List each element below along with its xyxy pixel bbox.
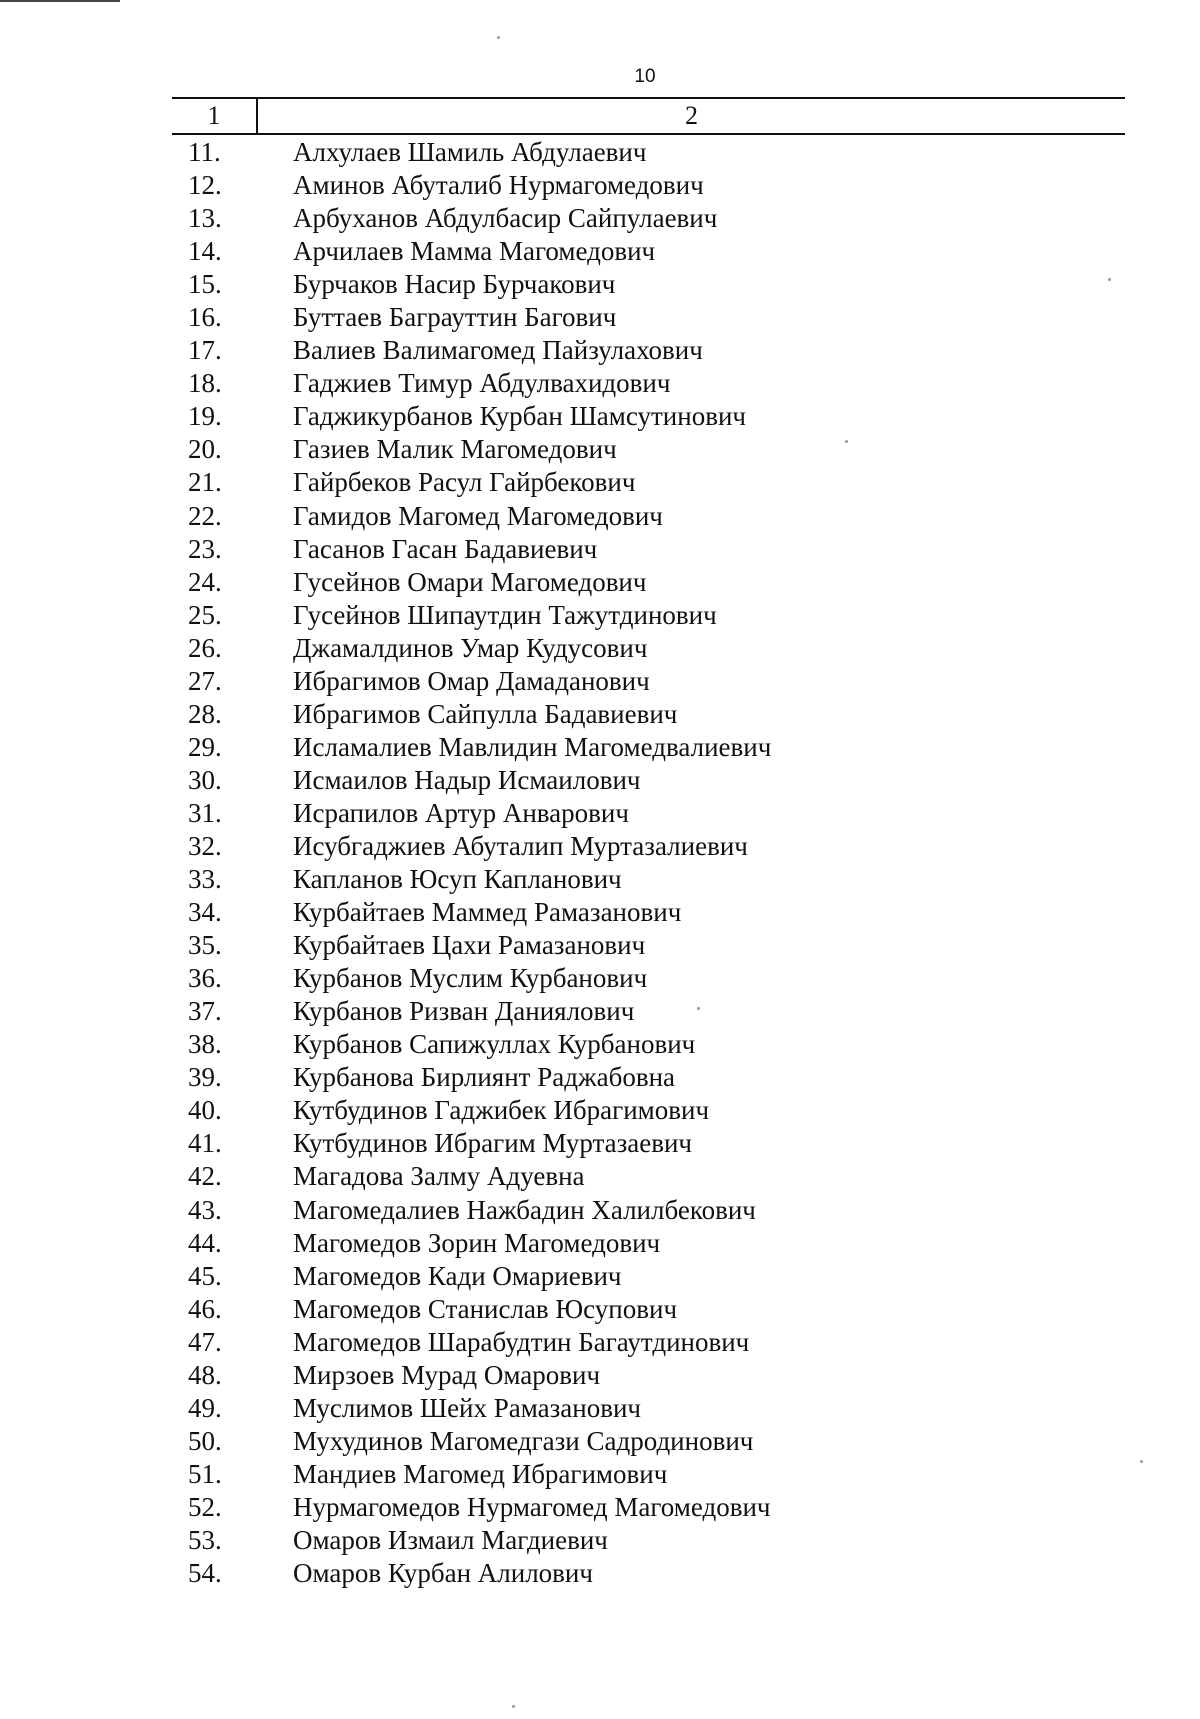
row-number: 51. xyxy=(188,1458,222,1489)
row-number: 53. xyxy=(188,1524,222,1555)
list-item xyxy=(0,1260,1200,1293)
scan-edge-mark xyxy=(0,0,120,2)
list-item xyxy=(0,136,1200,169)
list-item xyxy=(0,1491,1200,1524)
row-number: 45. xyxy=(188,1260,222,1291)
person-name: Гайрбеков Расул Гайрбекович xyxy=(293,467,636,498)
row-number: 28. xyxy=(188,698,222,729)
person-name: Аминов Абуталиб Нурмагомедович xyxy=(293,170,704,201)
person-name: Гамидов Магомед Магомедович xyxy=(293,500,663,531)
person-name: Ибрагимов Омар Дамаданович xyxy=(293,665,650,696)
row-number: 23. xyxy=(188,533,222,564)
list-item xyxy=(0,566,1200,599)
row-number: 12. xyxy=(188,170,222,201)
table-header-rule xyxy=(172,133,1125,135)
row-number: 15. xyxy=(188,269,222,300)
person-name: Кутбудинов Ибрагим Муртазаевич xyxy=(293,1128,693,1159)
list-item xyxy=(0,235,1200,268)
row-number: 52. xyxy=(188,1491,222,1522)
list-item xyxy=(0,797,1200,830)
list-item xyxy=(0,1028,1200,1061)
list-item xyxy=(0,599,1200,632)
row-number: 29. xyxy=(188,731,222,762)
person-name: Исламалиев Мавлидин Магомедвалиевич xyxy=(293,731,772,762)
row-number: 31. xyxy=(188,797,222,828)
scan-speck xyxy=(497,36,500,39)
row-number: 25. xyxy=(188,599,222,630)
person-name: Курбанова Бирлиянт Раджабовна xyxy=(293,1062,676,1093)
scan-speck xyxy=(697,1007,700,1010)
row-number: 41. xyxy=(188,1128,222,1159)
row-number: 17. xyxy=(188,335,222,366)
row-number: 32. xyxy=(188,830,222,861)
row-number: 33. xyxy=(188,864,222,895)
list-item xyxy=(0,830,1200,863)
person-name: Валиев Валимагомед Пайзулахович xyxy=(293,335,703,366)
person-name: Алхулаев Шамиль Абдулаевич xyxy=(293,137,647,167)
row-number: 49. xyxy=(188,1392,222,1423)
person-name: Ибрагимов Сайпулла Бадавиевич xyxy=(293,698,678,729)
person-name: Магадова Залму Адуевна xyxy=(293,1161,585,1192)
scan-speck xyxy=(1108,278,1111,281)
list-item xyxy=(0,1127,1200,1160)
row-number: 16. xyxy=(188,302,222,333)
person-name: Гаджиев Тимур Абдулвахидович xyxy=(293,368,671,399)
list-item xyxy=(0,1524,1200,1557)
row-number: 35. xyxy=(188,930,222,961)
row-number: 44. xyxy=(188,1227,222,1258)
page-number: 10 xyxy=(634,66,656,87)
person-name: Курбанов Ризван Даниялович xyxy=(293,996,635,1027)
person-name: Капланов Юсуп Капланович xyxy=(293,864,622,895)
row-number: 21. xyxy=(188,467,222,498)
list-item xyxy=(0,698,1200,731)
list-item xyxy=(0,433,1200,466)
person-name: Магомедов Зорин Магомедович xyxy=(293,1227,661,1258)
row-number: 37. xyxy=(188,996,222,1027)
row-number: 30. xyxy=(188,764,222,795)
list-item xyxy=(0,400,1200,433)
row-number: 14. xyxy=(188,236,222,267)
row-number: 46. xyxy=(188,1293,222,1324)
person-name: Газиев Малик Магомедович xyxy=(293,434,617,465)
person-name: Исмаилов Надыр Исмаилович xyxy=(293,764,641,795)
row-number: 18. xyxy=(188,368,222,399)
row-number: 42. xyxy=(188,1161,222,1192)
row-number: 24. xyxy=(188,566,222,597)
list-item xyxy=(0,334,1200,367)
person-name: Магомедов Кади Омариевич xyxy=(293,1260,622,1291)
list-item xyxy=(0,1326,1200,1359)
row-number: 20. xyxy=(188,434,222,465)
list-item xyxy=(0,301,1200,334)
person-name: Джамалдинов Умар Кудусович xyxy=(293,632,648,663)
person-name: Гусейнов Омари Магомедович xyxy=(293,566,647,597)
list-item xyxy=(0,1359,1200,1392)
header-col-2: 2 xyxy=(685,101,698,130)
row-number: 13. xyxy=(188,203,222,234)
header-col-1: 1 xyxy=(207,101,221,130)
row-number: 54. xyxy=(188,1558,222,1589)
list-item xyxy=(0,929,1200,962)
person-name: Омаров Измаил Магдиевич xyxy=(293,1524,608,1555)
person-name: Кутбудинов Гаджибек Ибрагимович xyxy=(293,1095,710,1126)
list-item xyxy=(0,169,1200,202)
list-item xyxy=(0,995,1200,1028)
person-name: Гусейнов Шипаутдин Тажутдинович xyxy=(293,599,717,630)
row-number: 40. xyxy=(188,1095,222,1126)
person-name: Арбуханов Абдулбасир Сайпулаевич xyxy=(293,203,718,234)
row-number: 36. xyxy=(188,963,222,994)
row-number: 47. xyxy=(188,1326,222,1357)
names-list xyxy=(0,136,1200,1590)
person-name: Исрапилов Артур Анварович xyxy=(293,797,629,828)
person-name: Гаджикурбанов Курбан Шамсутинович xyxy=(293,401,746,432)
row-number: 22. xyxy=(188,500,222,531)
list-item xyxy=(0,1094,1200,1127)
list-item xyxy=(0,268,1200,301)
person-name: Курбанов Сапижуллах Курбанович xyxy=(293,1029,696,1060)
person-name: Буттаев Баграуттин Багович xyxy=(293,302,617,333)
person-name: Магомедалиев Нажбадин Халилбекович xyxy=(293,1194,756,1225)
row-number: 48. xyxy=(188,1359,222,1390)
row-number: 50. xyxy=(188,1425,222,1456)
person-name: Мандиев Магомед Ибрагимович xyxy=(293,1458,668,1489)
row-number: 26. xyxy=(188,632,222,663)
row-number: 11. xyxy=(188,137,221,167)
scan-speck xyxy=(845,440,848,443)
list-item xyxy=(0,962,1200,995)
list-item xyxy=(0,896,1200,929)
person-name: Омаров Курбан Алилович xyxy=(293,1558,593,1589)
scan-speck xyxy=(512,1705,515,1708)
person-name: Муслимов Шейх Рамазанович xyxy=(293,1392,642,1423)
person-name: Магомедов Шарабудтин Багаутдинович xyxy=(293,1326,750,1357)
list-item xyxy=(0,466,1200,499)
scan-speck xyxy=(1140,1460,1143,1463)
list-item xyxy=(0,367,1200,400)
person-name: Мирзоев Мурад Омарович xyxy=(293,1359,601,1390)
person-name: Курбайтаев Цахи Рамазанович xyxy=(293,930,646,961)
person-name: Исубгаджиев Абуталип Муртазалиевич xyxy=(293,830,748,861)
row-number: 27. xyxy=(188,665,222,696)
person-name: Курбанов Муслим Курбанович xyxy=(293,963,648,994)
list-item xyxy=(0,1425,1200,1458)
person-name: Курбайтаев Маммед Рамазанович xyxy=(293,897,682,928)
list-item xyxy=(0,1557,1200,1590)
row-number: 38. xyxy=(188,1029,222,1060)
list-item xyxy=(0,731,1200,764)
list-item xyxy=(0,1160,1200,1193)
list-item xyxy=(0,632,1200,665)
list-item xyxy=(0,1194,1200,1227)
person-name: Мухудинов Магомедгази Садродинович xyxy=(293,1425,754,1456)
person-name: Гасанов Гасан Бадавиевич xyxy=(293,533,598,564)
row-number: 39. xyxy=(188,1062,222,1093)
list-item xyxy=(0,1293,1200,1326)
row-number: 43. xyxy=(188,1194,222,1225)
list-item xyxy=(0,1392,1200,1425)
person-name: Нурмагомедов Нурмагомед Магомедович xyxy=(293,1491,771,1522)
list-item xyxy=(0,665,1200,698)
list-item xyxy=(0,500,1200,533)
person-name: Бурчаков Насир Бурчакович xyxy=(293,269,616,300)
row-number: 34. xyxy=(188,897,222,928)
list-item xyxy=(0,764,1200,797)
list-item xyxy=(0,533,1200,566)
list-item xyxy=(0,202,1200,235)
list-item xyxy=(0,1227,1200,1260)
person-name: Магомедов Станислав Юсупович xyxy=(293,1293,678,1324)
list-item xyxy=(0,1458,1200,1491)
list-item xyxy=(0,863,1200,896)
row-number: 19. xyxy=(188,401,222,432)
list-item xyxy=(0,1061,1200,1094)
person-name: Арчилаев Мамма Магомедович xyxy=(293,236,656,267)
